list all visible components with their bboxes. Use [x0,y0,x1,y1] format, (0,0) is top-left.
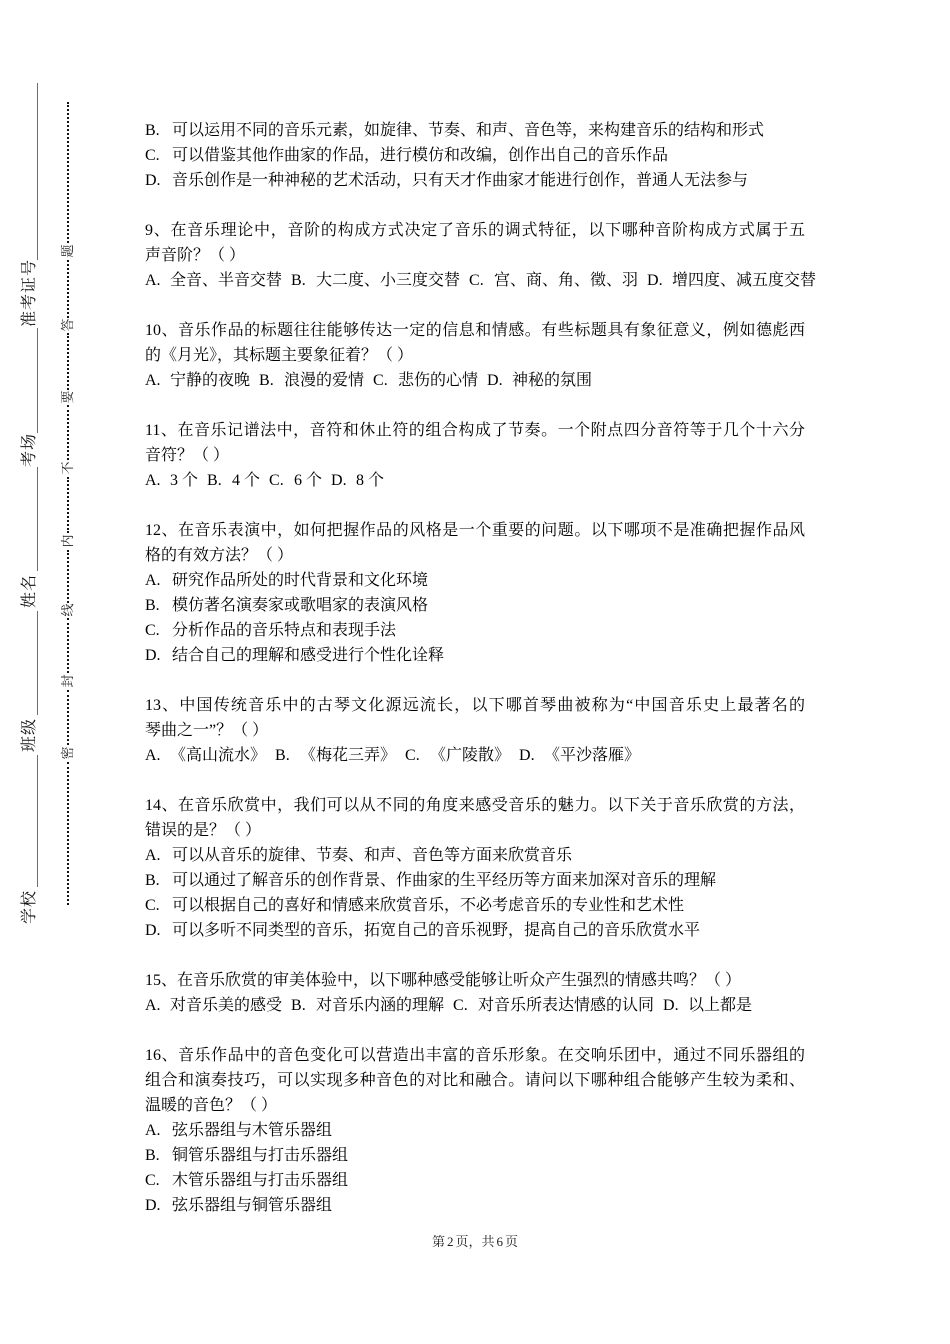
option-d [663,997,752,1014]
option-text: 悲伤的心情 [398,372,479,389]
option-b [291,272,460,289]
option-text: 铜管乐器组与打击乐器组 [172,1147,349,1164]
footer-suffix: 页 [505,1234,519,1249]
seal-dotted-segment [67,762,69,905]
option-label: D. [145,647,161,664]
option-label: D. [647,272,663,289]
options-row [145,268,817,293]
question-number: 15 [145,972,161,989]
blank-line-exam-id [37,83,38,260]
seal-char: 封 [60,674,75,688]
blank-line-name [37,467,38,571]
seal-dotted-segment [67,550,69,603]
option-text: 研究作品所处的时代背景和文化环境 [172,572,429,589]
option-a [145,472,198,489]
question-13 [145,693,805,768]
option-text: 可以根据自己的喜好和情感来欣赏音乐，不必考虑音乐的专业性和艺术性 [172,897,685,914]
blank-line-school [37,755,38,887]
option-text: 分析作品的音乐特点和表现手法 [172,622,397,639]
question-stem: 14、在音乐欣赏中，我们可以从不同的角度来感受音乐的魅力。以下关于音乐欣赏的方法， [145,797,805,814]
option-a [145,1118,805,1143]
option-text: 《梅花三弄》 [300,747,397,764]
option-label: D. [487,372,503,389]
seal-dotted-segment [67,405,69,460]
option-text: 弦乐器组与铜管乐器组 [172,1197,333,1214]
option-a [145,568,805,593]
option-label: B. [145,1147,160,1164]
option-a [145,272,282,289]
option-text: 结合自己的理解和感受进行个性化诠释 [172,647,445,664]
option-label: D. [519,747,535,764]
field-label-exam-room: 考场 [21,432,38,467]
option-label: B. [207,472,222,489]
page-footer [0,1233,950,1251]
question-16 [145,1043,805,1218]
question-stem: 10、音乐作品的标题往往能够传达一定的信息和情感。有些标题具有象征意义，例如德彪西 [145,322,805,339]
option-label: B. [291,272,306,289]
option-d [145,1193,805,1218]
option-b [145,1143,805,1168]
seal-dotted-segment [67,333,69,390]
option-label: A. [145,847,161,864]
seal-dotted-segment [67,690,69,745]
blank-line-class [37,611,38,715]
option-b [207,472,260,489]
options-row [145,368,805,393]
option-label: C. [405,747,420,764]
option-text: 模仿著名演奏家或歌唱家的表演风格 [172,597,429,614]
option-c [145,618,805,643]
question-stem-continued: 温暖的音色？（ ） [145,1097,278,1114]
option-label: B. [145,122,160,139]
question-10 [145,318,805,393]
question-9 [145,218,817,293]
option-label: B. [259,372,274,389]
seal-dotted-segment [67,618,69,673]
option-label: C. [453,997,468,1014]
option-text: 神秘的氛围 [512,372,593,389]
question-number: 12 [145,522,161,539]
option-text: 3 个 [170,472,199,489]
option-a [145,372,250,389]
field-label-exam-id: 准考证号 [21,258,38,327]
option-label: C. [145,622,160,639]
option-d [145,643,805,668]
option-text: 弦乐器组与木管乐器组 [172,1122,333,1139]
question-stem-continued: 的《月光》，其标题主要象征着？（ ） [145,347,414,364]
option-text: 对音乐美的感受 [170,997,283,1014]
option-label: D. [145,172,161,189]
seal-dotted-segment [67,102,69,243]
options-row [145,993,805,1018]
option-text: 音乐创作是一种神秘的艺术活动，只有天才作曲家才能进行创作，普通人无法参与 [172,172,749,189]
option-d [145,168,805,193]
option-text: 4 个 [232,472,261,489]
option-b [291,997,444,1014]
option-d [519,747,640,764]
question-stem-continued: 组合和演奏技巧，可以实现多种音色的对比和融合。请问以下哪种组合能够产生较为柔和、 [145,1072,805,1089]
option-label: B. [145,597,160,614]
seal-dotted-segment [67,477,69,533]
question-list [145,118,817,1218]
question-stem-continued: 错误的是？（ ） [145,822,262,839]
option-text: 6 个 [294,472,323,489]
option-text: 可以通过了解音乐的创作背景、作曲家的生平经历等方面来加深对音乐的理解 [172,872,717,889]
option-text: 可以借鉴其他作曲家的作品，进行模仿和改编，创作出自己的音乐作品 [172,147,669,164]
question-number: 10 [145,322,161,339]
seal-char: 不 [60,461,75,475]
option-label: B. [275,747,290,764]
option-a [145,747,266,764]
seal-char: 题 [60,244,75,258]
question-14 [145,793,805,943]
current-page-number: 2 [446,1234,454,1249]
field-label-name: 姓名 [21,573,38,608]
option-text: 浪漫的爱情 [284,372,365,389]
question-stem: 11、在音乐记谱法中，音符和休止符的组合构成了节奏。一个附点四分音符等于几个十六分 [145,422,805,439]
option-label: D. [145,922,161,939]
option-text: 可以运用不同的音乐元素，如旋律、节奏、和声、音色等，来构建音乐的结构和形式 [172,122,765,139]
option-label: A. [145,997,161,1014]
question-number: 11 [145,422,161,439]
options-row [145,468,805,493]
options-row [145,743,805,768]
option-text: 《平沙落雁》 [544,747,641,764]
option-b [145,593,805,618]
option-label: B. [291,997,306,1014]
option-c [373,372,478,389]
option-label: D. [663,997,679,1014]
option-label: C. [269,472,284,489]
option-text: 木管乐器组与打击乐器组 [172,1172,349,1189]
option-label: A. [145,1122,161,1139]
question-stem: 15、在音乐欣赏的审美体验中，以下哪种感受能够让听众产生强烈的情感共鸣？（ ） [145,972,742,989]
option-text: 全音、半音交替 [170,272,283,289]
question-stem-continued: 格的有效方法？（ ） [145,547,294,564]
option-label: C. [373,372,388,389]
option-text: 宁静的夜晚 [170,372,251,389]
option-label: A. [145,372,161,389]
continued-question [145,118,805,193]
footer-middle: 页，共 [455,1234,495,1249]
option-d [487,372,592,389]
option-c [469,272,638,289]
option-c [145,1168,805,1193]
option-label: C. [145,147,160,164]
question-stem-continued: 琴曲之一”？（ ） [145,722,269,739]
option-c [269,472,322,489]
option-label: D. [331,472,347,489]
option-text: 大二度、小三度交替 [316,272,461,289]
option-text: 对音乐内涵的理解 [316,997,445,1014]
field-label-school: 学校 [21,889,38,924]
option-text: 以上都是 [688,997,753,1014]
option-text: 可以从音乐的旋律、节奏、和声、音色等方面来欣赏音乐 [172,847,573,864]
question-number: 13 [145,697,161,714]
option-b [275,747,396,764]
option-text: 《广陵散》 [430,747,511,764]
question-number: 16 [145,1047,161,1064]
question-number: 14 [145,797,161,814]
seal-char: 答 [60,318,75,332]
seal-char: 密 [60,746,75,760]
question-stem-continued: 声音阶？（ ） [145,247,246,264]
option-label: D. [145,1197,161,1214]
question-stem: 16、音乐作品中的音色变化可以营造出丰富的音乐形象。在交响乐团中，通过不同乐器组的 [145,1047,805,1064]
seal-dotted-segment [67,260,69,318]
question-11 [145,418,805,493]
option-label: A. [145,747,161,764]
option-label: A. [145,272,161,289]
option-a [145,843,805,868]
question-15 [145,968,805,1018]
option-label: A. [145,572,161,589]
total-pages-number: 6 [496,1234,503,1249]
question-stem-continued: 音符？（ ） [145,447,230,464]
option-label: C. [145,1172,160,1189]
blank-line-exam-room [37,328,38,433]
question-stem: 12、在音乐表演中，如何把握作品的风格是一个重要的问题。以下哪项不是准确把握作品风 [145,522,805,539]
option-text: 增四度、减五度交替 [672,272,817,289]
option-c [453,997,654,1014]
option-label: B. [145,872,160,889]
option-b [145,118,805,143]
option-c [145,893,805,918]
option-label: C. [145,897,160,914]
option-text: 宫、商、角、徵、羽 [494,272,639,289]
seal-char: 要 [60,390,75,404]
seal-char: 线 [60,603,75,617]
field-label-class: 班级 [21,717,38,752]
option-c [145,143,805,168]
option-a [145,997,282,1014]
option-d [647,272,816,289]
question-stem: 9、在音乐理论中，音阶的构成方式决定了音乐的调式特征，以下哪种音阶构成方式属于五 [145,222,805,239]
option-c [405,747,510,764]
footer-prefix: 第 [431,1234,445,1249]
question-stem: 13、中国传统音乐中的古琴文化源远流长，以下哪首琴曲被称为“中国音乐史上最著名的 [145,697,805,714]
option-label: C. [469,272,484,289]
option-d [331,472,384,489]
option-b [259,372,364,389]
seal-char: 内 [60,534,75,548]
option-label: A. [145,472,161,489]
option-text: 8 个 [356,472,385,489]
question-12 [145,518,805,668]
option-text: 可以多听不同类型的音乐，拓宽自己的音乐视野，提高自己的音乐欣赏水平 [172,922,701,939]
option-text: 《高山流水》 [170,747,267,764]
option-b [145,868,805,893]
option-d [145,918,805,943]
option-text: 对音乐所表达情感的认同 [478,997,655,1014]
question-number: 9 [145,222,153,239]
